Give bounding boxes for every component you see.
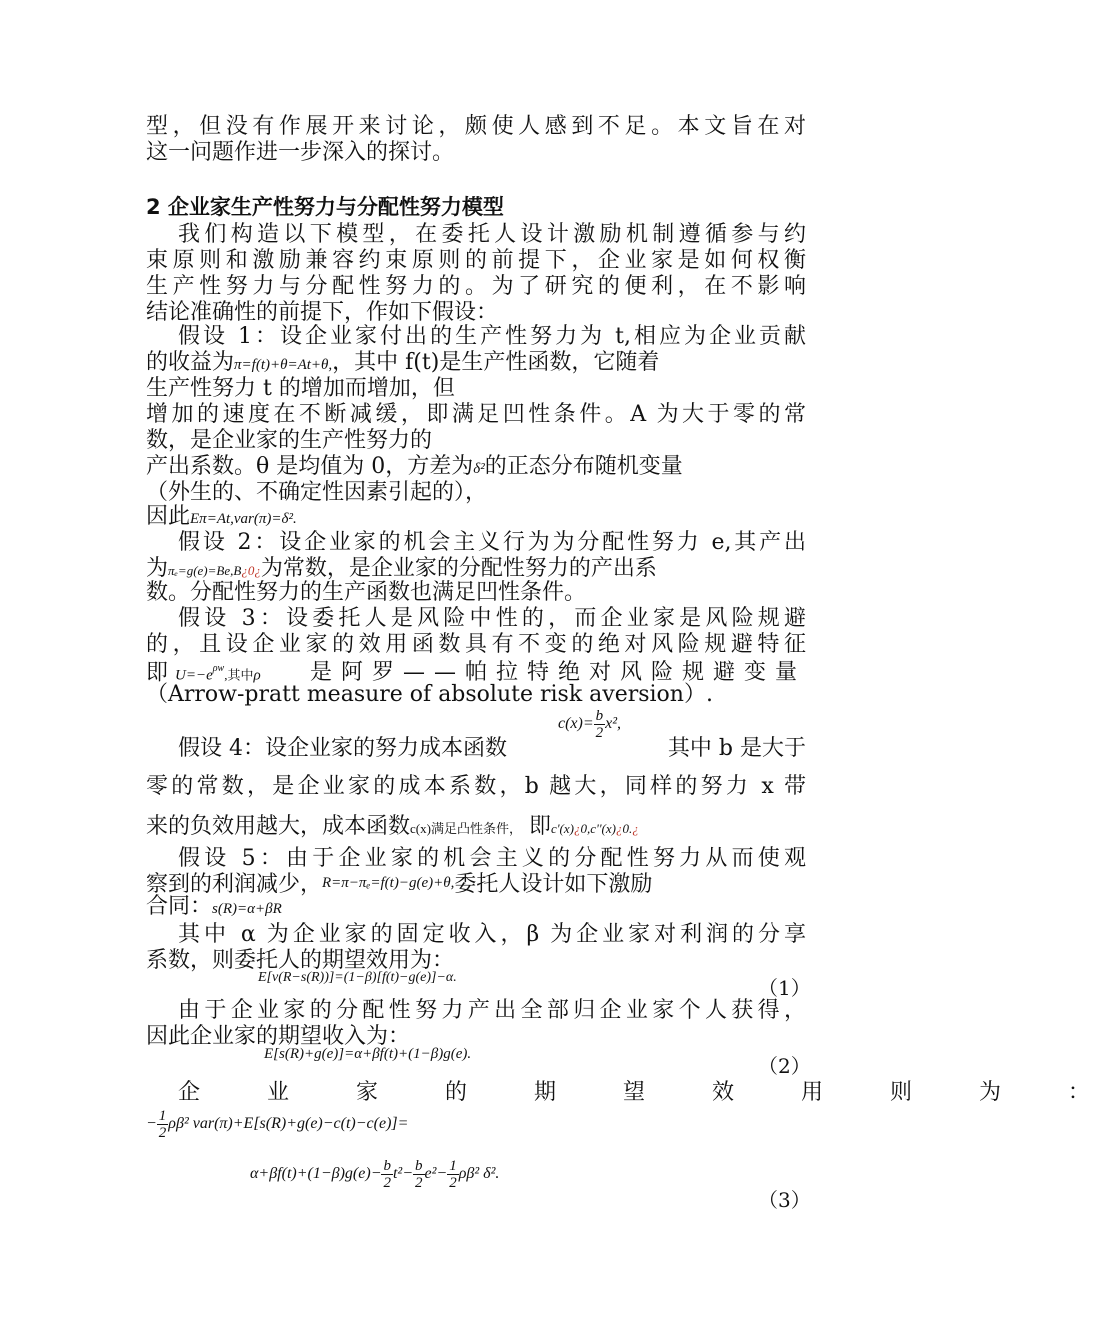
eq3-part-2: t²− — [392, 1165, 414, 1183]
eq3-half-1-num: 1 — [158, 1108, 167, 1124]
a4-line-3-f1: c'(x) — [550, 821, 574, 836]
a1-line-8-formula: Eπ=At,var(π)=δ². — [190, 511, 297, 527]
a4-line-3-cond: c(x)满足凸性条件， — [410, 821, 522, 836]
a4-line-3-f2: 0,c''(x) — [580, 821, 616, 836]
a1-line-6-formula: δ² — [473, 461, 485, 477]
eq3-part-4: ρβ² δ². — [458, 1165, 500, 1183]
equation-1: E[v(R−s(R))]=(1−β)[f(t)−g(e)]−α. — [258, 970, 457, 985]
p6-line-2: 系数，则委托人的期望效用为： — [146, 948, 455, 973]
eq3-frac-b-2-num: b — [415, 1158, 423, 1174]
eq3-frac-b-2-den: 2 — [415, 1175, 423, 1191]
a1-line-2-suffix: ，其中 f(t)是生产性函数，它随着 — [332, 350, 660, 375]
eq3-half-2-den: 2 — [449, 1175, 457, 1191]
eq3-frac-b-1 — [381, 1158, 393, 1191]
p7-line-1: 由于企业家的分配性努力产出全部归企业家个人获得， — [178, 998, 806, 1023]
eq3-half-1-den: 2 — [158, 1125, 167, 1141]
a1-line-5: 数，是企业家的生产性努力的 — [146, 428, 433, 453]
eq3-frac-b-1-den: 2 — [383, 1175, 391, 1191]
a3-line-3-exp: ρw — [212, 663, 225, 674]
a3-line-3-prefix: 即 — [146, 660, 169, 686]
a5-line-3 — [146, 894, 806, 922]
a3-line-3-rho: ρ — [253, 667, 261, 684]
a3-line-3-suffix: 是阿罗——帕拉特绝对风险规避变量 — [309, 660, 806, 686]
a1-line-2-prefix: 的收益为 — [146, 350, 235, 375]
a4-line-1a: 假设 4：设企业家的努力成本函数 — [178, 736, 507, 761]
equation-3-line-2 — [250, 1158, 499, 1191]
para1-line-2: 束原则和激励兼容约束原则的前提下，企业家是如何权衡 — [146, 248, 806, 273]
a2-line-2-glyph: ¿0¿ — [241, 563, 261, 578]
a4-line-1b: 其中 b 是大于 — [667, 736, 806, 761]
eq3-half-1 — [157, 1108, 169, 1141]
a2-line-2-suffix: 为常数，是企业家的分配性努力的产出系 — [260, 556, 657, 581]
a2-line-1: 假设 2：设企业家的机会主义行为为分配性努力 e,其产出 — [178, 530, 806, 555]
p8-line-1-text: 企 业 家 的 期 望 效 用 则 为 ： — [178, 1080, 1120, 1105]
eq3-half-2 — [447, 1158, 459, 1191]
p7-line-2: 因此企业家的期望收入为： — [146, 1024, 411, 1049]
a1-line-6-suffix: 的正态分布随机变量 — [484, 454, 683, 479]
a5-line-2-formula: R=π−πₑ=f(t)−g(e)+θ, — [322, 875, 455, 891]
a3-line-3-sep: ,其中 — [224, 667, 254, 683]
para1-line-1: 我们构造以下模型，在委托人设计激励机制遵循参与约 — [178, 222, 806, 247]
a1-line-3: 生产性努力 t 的增加而增加，但 — [146, 376, 455, 401]
intro-line-2: 这一问题作进一步深入的探讨。 — [146, 140, 455, 165]
eq3-half-2-num: 1 — [449, 1158, 457, 1174]
a5-line-1: 假设 5：由于企业家的机会主义的分配性努力从而使观 — [178, 846, 806, 871]
para1-line-3: 生产性努力与分配性努力的。为了研究的便利，在不影响 — [146, 274, 806, 299]
cost-fraction-num: b — [595, 708, 604, 724]
cost-fraction-den: 2 — [595, 725, 604, 741]
a4-line-3-g1: ¿ — [573, 821, 581, 836]
eq3-part-1: α+βf(t)+(1−β)g(e)− — [250, 1165, 382, 1183]
eq3-minus: − — [146, 1115, 157, 1133]
a1-line-2-formula: π=f(t)+θ=At+θ, — [234, 357, 333, 373]
a4-line-3-ji: 即 — [528, 814, 551, 839]
cost-function-rhs: x², — [605, 715, 622, 733]
equation-2-number: （2） — [758, 1054, 811, 1078]
equation-3-number: （3） — [758, 1188, 811, 1212]
eq3-line-1-rest: ρβ² var(π)+E[s(R)+g(e)−c(t)−c(e)]= — [168, 1115, 409, 1133]
a2-line-2-prefix: 为 — [146, 556, 169, 581]
a5-line-2-suffix: 委托人设计如下激励 — [454, 872, 653, 897]
a1-line-6-prefix: 产出系数。θ 是均值为 0，方差为 — [146, 454, 474, 479]
a3-line-3-formula: U=−e — [175, 667, 213, 684]
a3-line-4: （Arrow-pratt measure of absolute risk aversion）. — [146, 682, 713, 707]
p8-line-1 — [178, 1080, 1120, 1106]
p6-line-1: 其中 α 为企业家的固定收入，β 为企业家对利润的分享 — [178, 922, 806, 947]
a4-line-3-g3: ¿ — [632, 821, 639, 836]
a5-line-3-formula: s(R)=α+βR — [212, 901, 282, 917]
a4-line-3 — [146, 814, 806, 842]
a4-line-3-prefix: 来的负效用越大，成本函数 — [146, 814, 411, 839]
cost-function-lhs: c(x)= — [558, 715, 594, 733]
a2-line-3: 数。分配性努力的生产函数也满足凹性条件。 — [146, 580, 587, 605]
a4-line-3-g2: ¿ — [615, 821, 623, 836]
a1-line-2 — [146, 350, 806, 378]
section-heading: 2 企业家生产性努力与分配性努力模型 — [146, 195, 504, 219]
intro-line-1: 型，但没有作展开来讨论，颇使人感到不足。本文旨在对 — [146, 114, 806, 139]
a5-line-3-prefix: 合同： — [146, 894, 213, 919]
a4-line-3-f3: 0. — [622, 821, 633, 836]
equation-3-line-1 — [146, 1108, 408, 1141]
a1-line-6 — [146, 454, 806, 482]
equation-2: E[s(R)+g(e)]=α+βf(t)+(1−β)g(e). — [264, 1046, 472, 1062]
a3-line-1: 假设 3：设委托人是风险中性的，而企业家是风险规避 — [178, 606, 806, 631]
eq3-part-3: e²− — [424, 1165, 448, 1183]
a1-line-8 — [146, 504, 806, 532]
para1-line-4: 结论准确性的前提下，作如下假设： — [146, 300, 499, 325]
eq3-frac-b-1-num: b — [383, 1158, 391, 1174]
a1-line-4: 增加的速度在不断减缓，即满足凹性条件。A 为大于零的常 — [146, 402, 806, 427]
a1-line-8-prefix: 因此 — [146, 504, 191, 529]
eq3-frac-b-2 — [413, 1158, 425, 1191]
equation-1-number: （1） — [758, 976, 811, 1000]
a4-line-2: 零的常数，是企业家的成本系数，b 越大，同样的努力 x 带 — [146, 774, 806, 799]
a1-line-1: 假设 1：设企业家付出的生产性努力为 t,相应为企业贡献 — [178, 324, 806, 349]
a2-line-2-formula: πₑ=g(e)=Be,B — [168, 563, 242, 578]
a5-line-2-prefix: 察到的利润减少， — [146, 872, 323, 897]
a1-line-7: （外生的、不确定性因素引起的）， — [146, 480, 488, 505]
a3-line-2: 的，且设企业家的效用函数具有不变的绝对风险规避特征 — [146, 632, 806, 657]
